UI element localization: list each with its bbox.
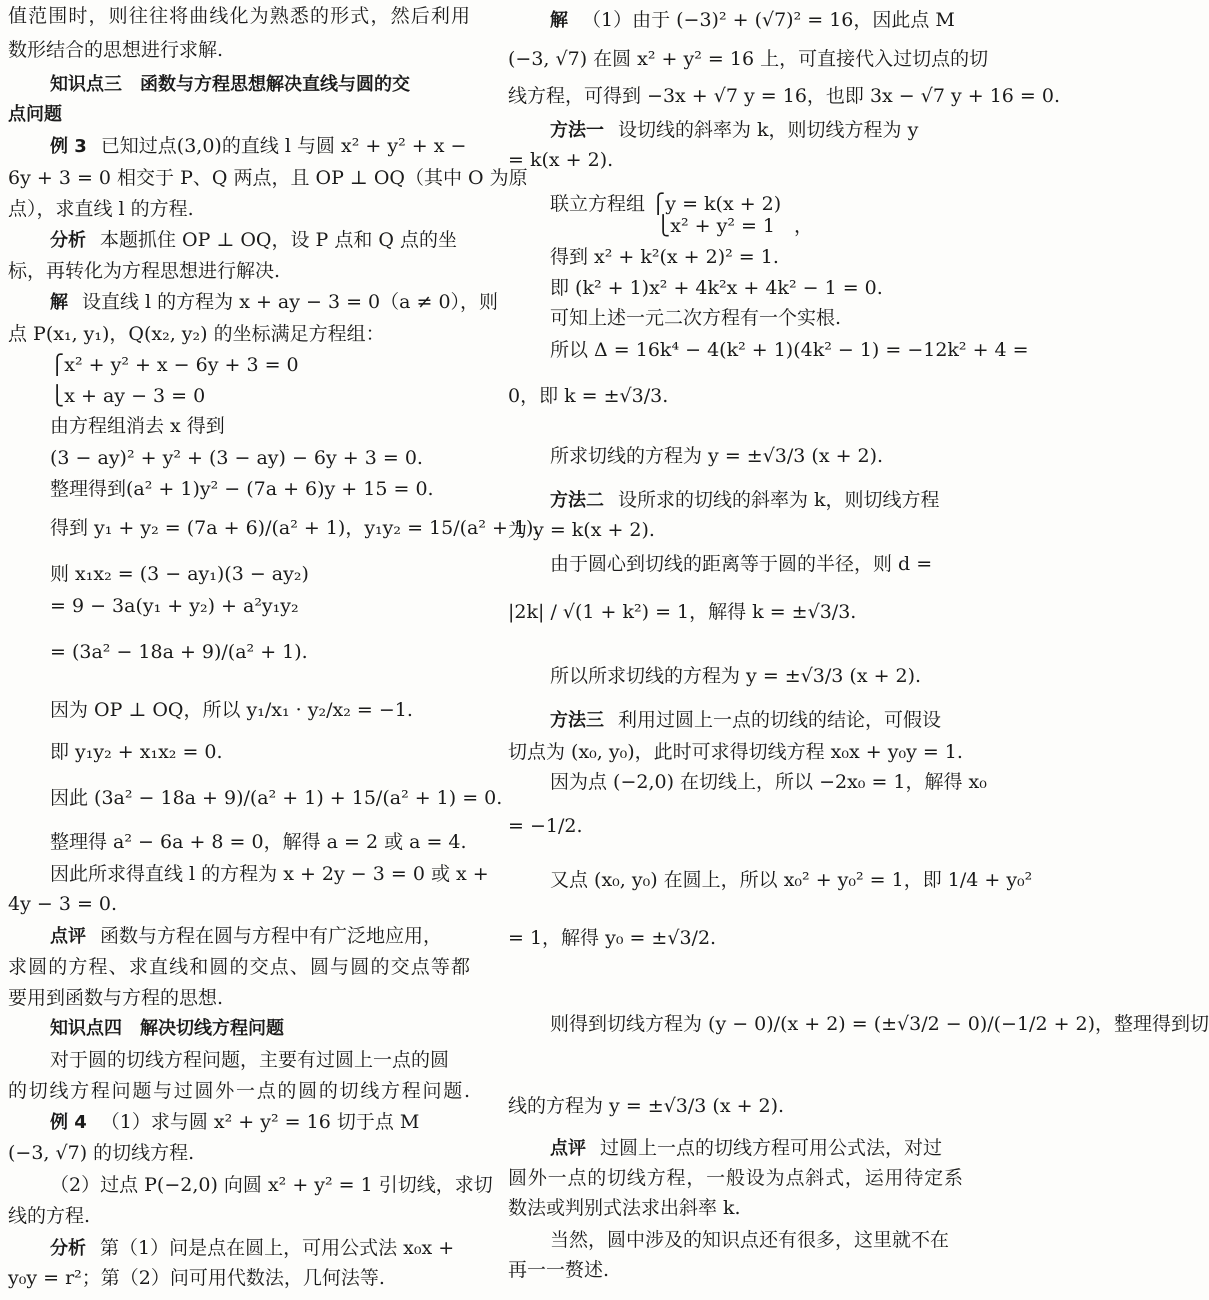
text-line: 再一一赘述.	[508, 1259, 610, 1281]
text-line: （2）过点 P(−2,0) 向圆 x² + y² = 1 引切线，求切	[50, 1174, 493, 1196]
text-line: 过圆上一点的切线方程可用公式法，对过	[600, 1137, 943, 1159]
text-line: 标，再转化为方程思想进行解决.	[8, 260, 281, 282]
solution-4-line	[550, 8, 963, 33]
text-line: 圆外一点的切线方程，一般设为点斜式，运用待定系	[508, 1167, 963, 1189]
equation-line: 得到 y₁ + y₂ = (7a + 6)/(a² + 1)，y₁y₂ = 15/(a² + 1).	[50, 517, 540, 539]
text-line: 因此所求得直线 l 的方程为 x + 2y − 3 = 0 或 x +	[50, 863, 489, 885]
method-3-tag: 方法三	[550, 710, 604, 731]
text-line: 求圆的方程、求直线和圆的交点、圆与圆的交点等都	[8, 956, 470, 978]
equation-line: 所以所求切线的方程为 y = ±√3/3 (x + 2).	[550, 665, 922, 687]
text-line: 点），求直线 l 的方程.	[8, 198, 194, 220]
text-line: 4y − 3 = 0.	[8, 893, 118, 915]
method-2-line	[550, 488, 963, 513]
text-line: (−3, √7) 的切线方程.	[8, 1142, 195, 1164]
equation-line: 得到 x² + k²(x + 2)² = 1.	[550, 246, 779, 268]
text-line: y₀y = r²；第（2）问可用代数法，几何法等.	[8, 1267, 385, 1289]
text-line: 值范围时，则往往将曲线化为熟悉的形式，然后利用	[8, 5, 470, 27]
equation-line: 因为 OP ⊥ OQ，所以 y₁/x₁ · y₂/x₂ = −1.	[50, 699, 413, 721]
comment-tag: 点评	[50, 926, 86, 947]
equation-line: 0，即 k = ±√3/3.	[508, 385, 669, 407]
text-line: 点 P(x₁, y₁)，Q(x₂, y₂) 的坐标满足方程组：	[8, 323, 385, 345]
text-line: 线的方程.	[8, 1205, 91, 1227]
text-line: 整理得 a² − 6a + 8 = 0，解得 a = 2 或 a = 4.	[50, 831, 467, 853]
equation-line: 整理得到(a² + 1)y² − (7a + 6)y + 15 = 0.	[50, 478, 434, 500]
text-line: = k(x + 2).	[508, 149, 614, 171]
text-line: 6y + 3 = 0 相交于 P、Q 两点，且 OP ⊥ OQ（其中 O 为原	[8, 167, 528, 189]
method-1-tag: 方法一	[550, 120, 604, 141]
section-heading-kp3: 知识点三 函数与方程思想解决直线与圆的交	[50, 74, 410, 95]
solution-line	[50, 290, 499, 315]
equation-line: = −1/2.	[508, 815, 583, 837]
equation-system-row: ⎧x² + y² + x − 6y + 3 = 0	[50, 354, 299, 376]
equation-line: 因为点 (−2,0) 在切线上，所以 −2x₀ = 1，解得 x₀	[550, 771, 987, 793]
text-line: 当然，圆中涉及的知识点还有很多，这里就不在	[550, 1229, 950, 1251]
equation-line: = 9 − 3a(y₁ + y₂) + a²y₁y₂	[50, 595, 299, 617]
example-3-tag: 例 3	[50, 136, 87, 157]
equation-line: 又点 (x₀, y₀) 在圆上，所以 x₀² + y₀² = 1，即 1/4 + y₀²	[550, 869, 1033, 891]
example-4-line	[50, 1110, 470, 1135]
text-line: 要用到函数与方程的思想.	[8, 987, 224, 1009]
method-3-line	[550, 708, 963, 733]
equation-system-row: ⎩x² + y² = 1 ，	[656, 215, 814, 237]
equation-line: = (3a² − 18a + 9)/(a² + 1).	[50, 641, 308, 663]
text-line: 第（1）问是点在圆上，可用公式法 x₀x +	[100, 1237, 455, 1259]
solution-4-tag: 解	[550, 10, 568, 31]
equation-system-row: ⎩x + ay − 3 = 0	[50, 385, 206, 407]
text-line: 利用过圆上一点的切线的结论，可假设	[618, 709, 942, 731]
method-1-line	[550, 118, 963, 143]
equation-line: (3 − ay)² + y² + (3 − ay) − 6y + 3 = 0.	[50, 447, 423, 469]
equation-line: 即 y₁y₂ + x₁x₂ = 0.	[50, 741, 223, 763]
text-line: 切点为 (x₀, y₀)，此时可求得切线方程 x₀x + y₀y = 1.	[508, 741, 963, 763]
text-line: 可知上述一元二次方程有一个实根.	[550, 307, 842, 329]
equation-line: 所求切线的方程为 y = ±√3/3 (x + 2).	[550, 445, 884, 467]
analysis-tag: 分析	[50, 230, 86, 251]
equation-line: 则 x₁x₂ = (3 − ay₁)(3 − ay₂)	[50, 563, 309, 585]
text-line: 线方程，可得到 −3x + √7 y = 16，也即 3x − √7 y + 16 = 0.	[508, 85, 1061, 107]
equation-line: 所以 Δ = 16k⁴ − 4(k² + 1)(4k² − 1) = −12k² + 4 =	[550, 339, 1029, 361]
equation-line: |2k| / √(1 + k²) = 1，解得 k = ±√3/3.	[508, 601, 857, 623]
text-line: (−3, √7) 在圆 x² + y² = 16 上，可直接代入过切点的切	[508, 48, 989, 70]
analysis-line	[50, 228, 470, 253]
text-line: （1）求与圆 x² + y² = 16 切于点 M	[100, 1111, 420, 1133]
text-line: 的切线方程问题与过圆外一点的圆的切线方程问题.	[8, 1080, 470, 1102]
equation-line: 因此 (3a² − 18a + 9)/(a² + 1) + 15/(a² + 1) = 0.	[50, 787, 503, 809]
text-line: 设所求的切线的斜率为 k，则切线方程	[618, 489, 940, 511]
analysis-2-tag: 分析	[50, 1238, 86, 1259]
text-line: 本题抓住 OP ⊥ OQ，设 P 点和 Q 点的坐	[100, 229, 458, 251]
text-line: 为 y = k(x + 2).	[508, 519, 655, 541]
text-line: 由方程组消去 x 得到	[50, 415, 225, 437]
text-line: 设直线 l 的方程为 x + ay − 3 = 0（a ≠ 0），则	[82, 291, 499, 313]
example-4-tag: 例 4	[50, 1112, 87, 1133]
section-heading-kp3-cont: 点问题	[8, 104, 62, 125]
solution-tag: 解	[50, 292, 68, 313]
comment-2-line	[550, 1136, 963, 1161]
text-line: 已知过点(3,0)的直线 l 与圆 x² + y² + x −	[100, 135, 467, 157]
method-2-tag: 方法二	[550, 490, 604, 511]
equation-line: 即 (k² + 1)x² + 4k²x + 4k² − 1 = 0.	[550, 277, 883, 299]
text-line: 由于圆心到切线的距离等于圆的半径，则 d =	[550, 553, 933, 575]
example-3-line	[50, 134, 470, 159]
equation-line: = 1，解得 y₀ = ±√3/2.	[508, 927, 717, 949]
equation-line: 则得到切线方程为 (y − 0)/(x + 2) = (±√3/2 − 0)/(−1/2 + 2)，整理得到切	[550, 1013, 1209, 1035]
text-line: 数形结合的思想进行求解.	[8, 39, 224, 61]
section-heading-kp4: 知识点四 解决切线方程问题	[50, 1018, 284, 1039]
equation-line: 线的方程为 y = ±√3/3 (x + 2).	[508, 1095, 785, 1117]
comment-2-tag: 点评	[550, 1138, 586, 1159]
text-line: 函数与方程在圆与方程中有广泛地应用，	[100, 925, 443, 947]
text-line: （1）由于 (−3)² + (√7)² = 16，因此点 M	[582, 9, 955, 31]
comment-line	[50, 924, 470, 949]
text-line: 对于圆的切线方程问题，主要有过圆上一点的圆	[50, 1049, 450, 1071]
text-line: 数法或判别式法求出斜率 k.	[508, 1197, 741, 1219]
text-line: 设切线的斜率为 k，则切线方程为 y	[618, 119, 919, 141]
equation-system-row: 联立方程组 ⎧y = k(x + 2)	[550, 193, 782, 215]
analysis-2-line	[50, 1236, 470, 1261]
